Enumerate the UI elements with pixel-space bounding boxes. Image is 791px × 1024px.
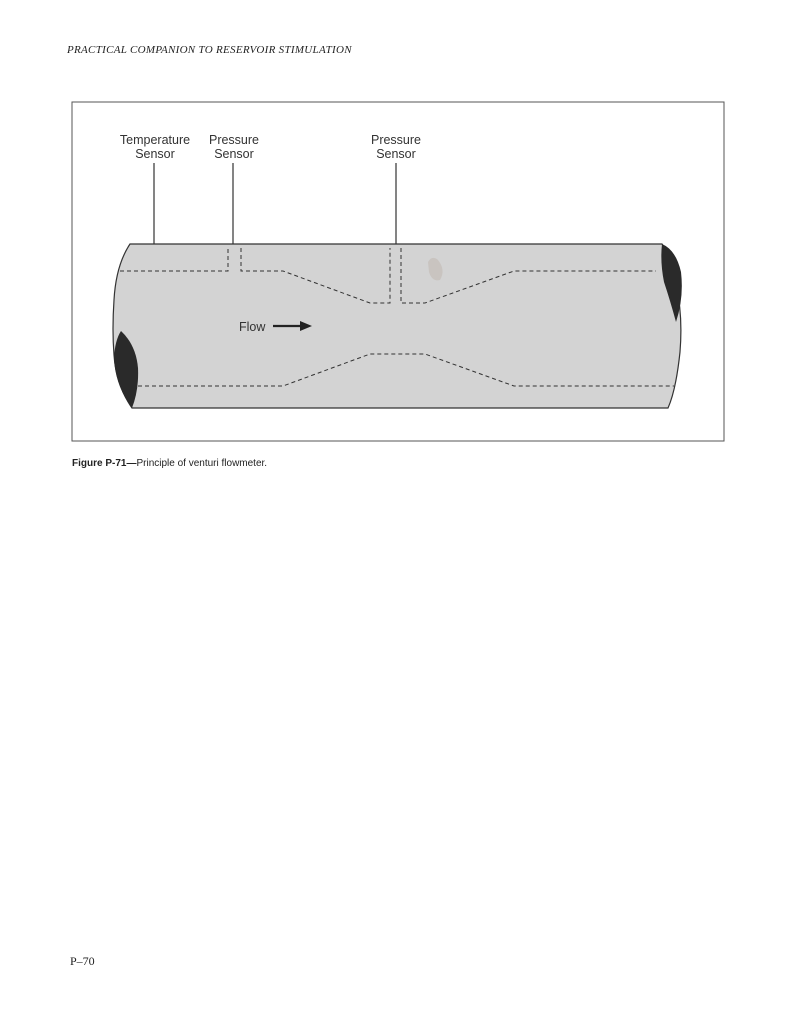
pressure-sensor-2-label-line1: Pressure (370, 133, 422, 147)
pressure-sensor-1-label-line1: Pressure (208, 133, 260, 147)
venturi-figure (0, 0, 791, 460)
figure-caption-text: Principle of venturi flowmeter. (136, 458, 268, 469)
page-number: P–70 (70, 954, 95, 968)
temperature-sensor-label-line1: Temperature (119, 133, 191, 147)
figure-caption (72, 458, 267, 469)
pressure-sensor-1-label-line2: Sensor (214, 147, 254, 161)
figure-caption-number: Figure P-71— (72, 458, 137, 469)
running-header: PRACTICAL COMPANION TO RESERVOIR STIMULATION (67, 44, 352, 56)
temperature-sensor-label-line2: Sensor (135, 147, 175, 161)
flow-label: Flow (239, 320, 266, 334)
pressure-sensor-2-label-line2: Sensor (376, 147, 416, 161)
pipe-body (113, 244, 681, 408)
venturi-diagram (0, 0, 791, 460)
